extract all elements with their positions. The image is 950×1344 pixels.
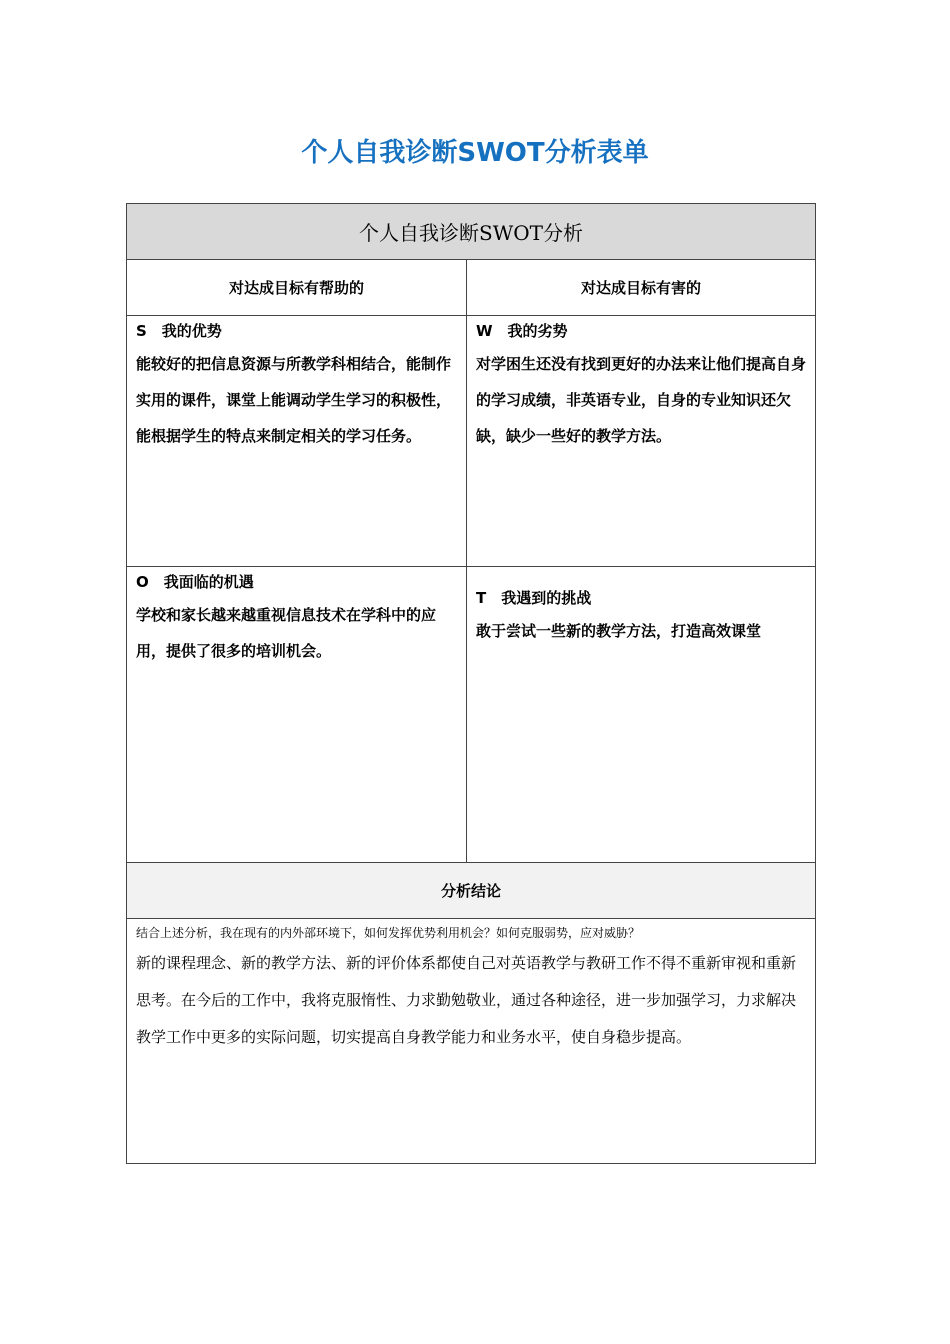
swot-main-header: 个人自我诊断SWOT分析 [127, 204, 816, 260]
weaknesses-cell [467, 316, 816, 567]
internal-factors-row [127, 316, 816, 567]
weaknesses-text: 对学困生还没有找到更好的办法来让他们提高自身的学习成绩，非英语专业，自身的专业知识还欠缺，缺少一些好的教学方法。 [476, 355, 807, 445]
threats-text: 敢于尝试一些新的教学方法，打造高效课堂 [476, 622, 762, 640]
strengths-cell [127, 316, 467, 567]
weaknesses-label: W 我的劣势 [476, 322, 568, 340]
strengths-label: S 我的优势 [136, 322, 222, 340]
opportunities-cell [127, 567, 467, 863]
conclusion-header: 分析结论 [127, 863, 816, 919]
main-header-row [127, 204, 816, 260]
harmful-column-header: 对达成目标有害的 [467, 260, 816, 316]
helpful-column-header: 对达成目标有帮助的 [127, 260, 467, 316]
opportunities-label: O 我面临的机遇 [136, 573, 254, 591]
conclusion-row [127, 919, 816, 1164]
conclusion-header-row [127, 863, 816, 919]
opportunities-text: 学校和家长越来越重视信息技术在学科中的应用，提供了很多的培训机会。 [136, 606, 437, 660]
swot-table [126, 203, 816, 1164]
conclusion-question: 结合上述分析，我在现有的内外部环境下，如何发挥优势利用机会？如何克服弱势，应对威胁？ [136, 926, 641, 940]
column-header-row [127, 260, 816, 316]
threats-cell [467, 567, 816, 863]
conclusion-text: 新的课程理念、新的教学方法、新的评价体系都使自己对英语教学与教研工作不得不重新审视和重新思考。在今后的工作中，我将克服惰性、力求勤勉敬业，通过各种途径，进一步加强学习，力求解决教学工作中更多的实际问题，切实提高自身教学能力和业务水平，使自身稳步提高。 [136, 954, 797, 1046]
conclusion-cell [127, 919, 816, 1164]
external-factors-row [127, 567, 816, 863]
document-title: 个人自我诊断SWOT分析表单 [301, 138, 649, 168]
threats-label: T 我遇到的挑战 [476, 589, 592, 607]
strengths-text: 能较好的把信息资源与所教学科相结合，能制作实用的课件，课堂上能调动学生学习的积极性，能根据学生的特点来制定相关的学习任务。 [136, 355, 452, 445]
